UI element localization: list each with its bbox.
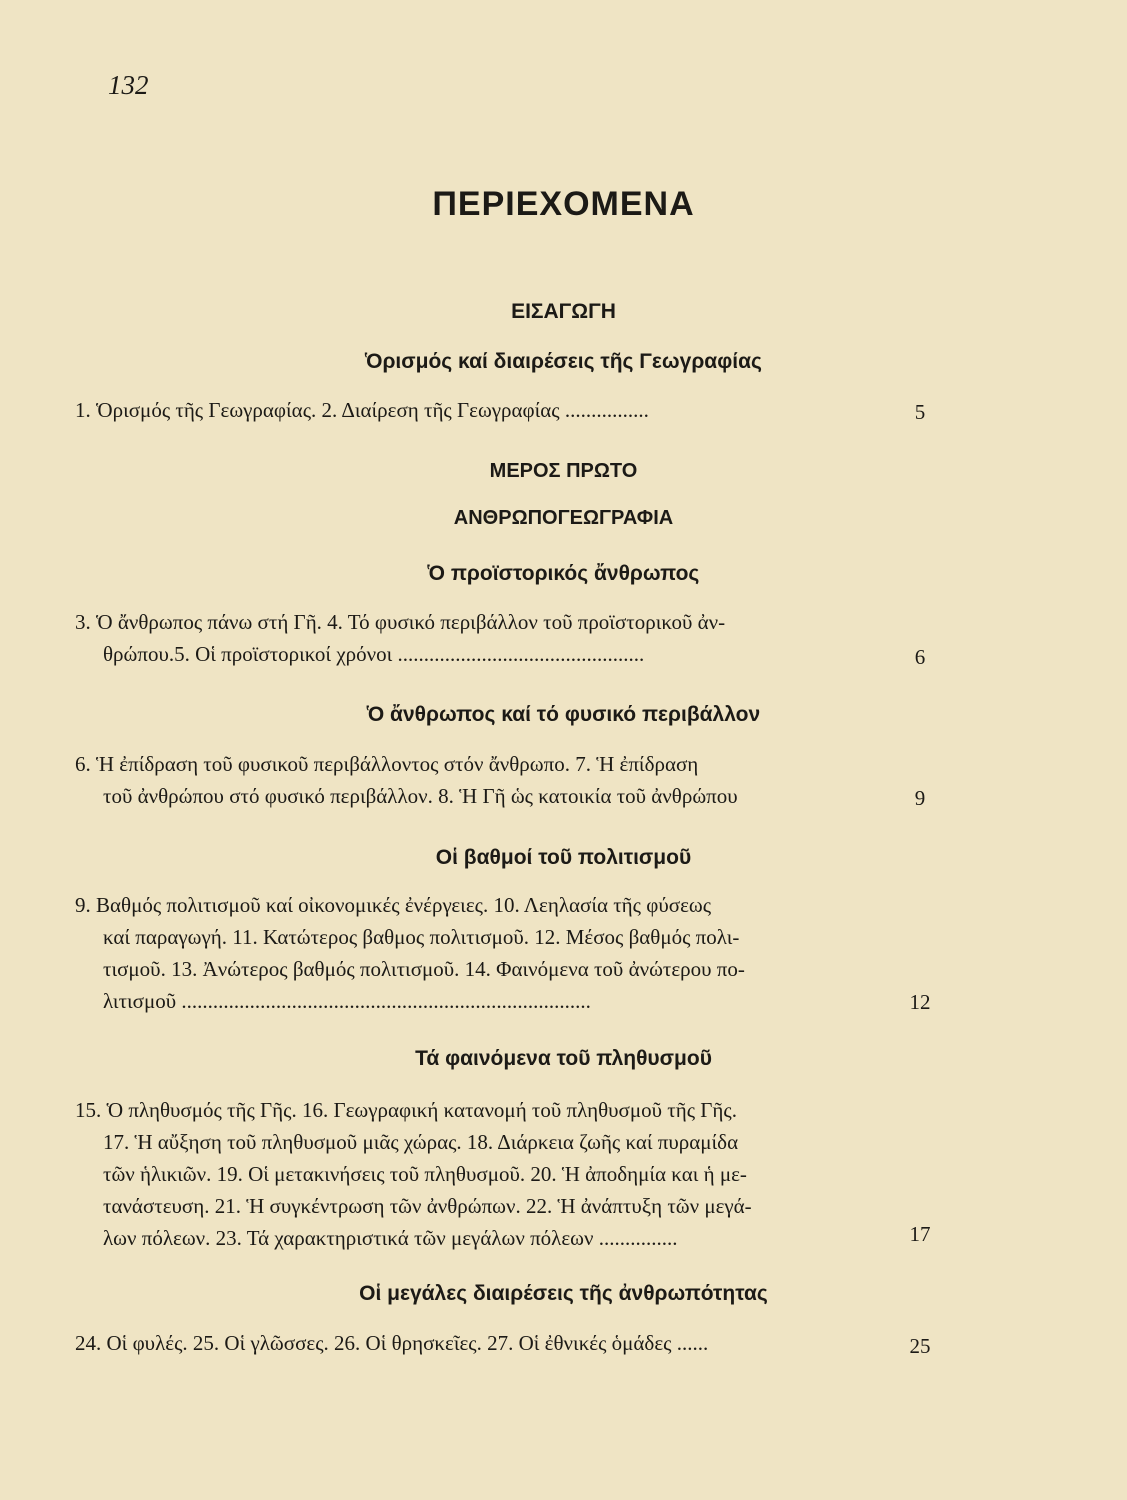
toc-line: τισμοῦ. 13. Ἀνώτερος βαθμός πολιτισμοῦ. 14. Φαινόμενα τοῦ ἀνώτερου πο- — [103, 957, 745, 981]
toc-line: 6. Ἡ ἐπίδραση τοῦ φυσικοῦ περιβάλλοντος στόν ἄνθρωπο. 7. Ἡ ἐπίδραση — [75, 752, 699, 776]
page-number: 132 — [108, 70, 149, 100]
toc-line: τῶν ἡλικιῶν. 19. Οἱ μετακινήσεις τοῦ πληθυσμοῦ. 20. Ἡ ἀποδημία και ἡ με- — [103, 1162, 747, 1186]
toc-line: 17. Ἡ αὔξηση τοῦ πληθυσμοῦ μιᾶς χώρας. 18. Διάρκεια ζωῆς καί πυραμίδα — [103, 1130, 739, 1154]
toc-entry-population — [75, 1094, 875, 1254]
toc-line: τανάστευση. 21. Ἡ συγκέντρωση τῶν ἀνθρώπων. 22. Ἡ ἀνάπτυξη τῶν μεγά- — [103, 1194, 752, 1218]
toc-entry-divisions — [75, 1327, 875, 1359]
toc-line: λων πόλεων. 23. Τά χαρακτηριστικά τῶν μεγάλων πόλεων ............... — [103, 1226, 678, 1250]
toc-line: 9. Βαθμός πολιτισμοῦ καί οἰκονομικές ἐνέργειες. 10. Λεηλασία τῆς φύσεως — [75, 893, 712, 917]
contents-title: ΠΕΡΙΕΧΟΜΕΝΑ — [432, 185, 695, 223]
toc-entry-civilization — [75, 889, 875, 1017]
section-heading-prehistoric: Ὁ προϊστορικός ἄνθρωπος — [427, 562, 700, 585]
toc-entry-definition — [75, 394, 875, 426]
toc-page-number: 17 — [909, 1222, 931, 1246]
toc-page-number: 5 — [914, 400, 926, 424]
toc-line: θρώπου.5. Οἱ προϊστορικοί χρόνοι ............................................... — [103, 642, 645, 666]
toc-line: λιτισμοῦ .............................................................................. — [103, 989, 591, 1013]
toc-line: 15. Ὁ πληθυσμός τῆς Γῆς. 16. Γεωγραφική κατανομή τοῦ πληθυσμοῦ τῆς Γῆς. — [75, 1098, 737, 1122]
section-heading-environment: Ὁ ἄνθρωπος καί τό φυσικό περιβάλλον — [366, 703, 761, 726]
section-heading-divisions: Οἱ μεγάλες διαιρέσεις τῆς ἀνθρωπότητας — [359, 1282, 768, 1305]
intro-heading: ΕΙΣΑΓΩΓΗ — [511, 300, 616, 323]
part-heading: ΜΕΡΟΣ ΠΡΩΤΟ — [489, 460, 638, 482]
section-heading-population: Τά φαινόμενα τοῦ πληθυσμοῦ — [415, 1047, 712, 1070]
toc-entry-prehistoric — [75, 606, 875, 670]
toc-entry-environment — [75, 748, 875, 812]
toc-line: 24. Οἱ φυλές. 25. Οἱ γλῶσσες. 26. Οἱ θρησκεῖες. 27. Οἱ ἐθνικές ὁμάδες ...... — [75, 1331, 709, 1355]
toc-line: καί παραγωγή. 11. Κατώτερος βαθμος πολιτισμοῦ. 12. Μέσος βαθμός πολι- — [103, 925, 740, 949]
section-heading-definition: Ὁρισμός καί διαιρέσεις τῆς Γεωγραφίας — [365, 350, 762, 373]
toc-line: 3. Ὁ ἄνθρωπος πάνω στή Γῆ. 4. Τό φυσικό περιβάλλον τοῦ προϊστορικοῦ ἀν- — [75, 610, 726, 634]
toc-page-number: 9 — [914, 786, 926, 810]
section-heading-civilization: Οἱ βαθμοί τοῦ πολιτισμοῦ — [435, 846, 692, 869]
toc-page-number: 6 — [914, 645, 926, 669]
toc-line: 1. Ὁρισμός τῆς Γεωγραφίας. 2. Διαίρεση τῆς Γεωγραφίας ................ — [75, 398, 649, 422]
toc-line: τοῦ ἀνθρώπου στό φυσικό περιβάλλον. 8. Ἡ Γῆ ὡς κατοικία τοῦ ἀνθρώπου — [103, 784, 738, 808]
part-subheading: ΑΝΘΡΩΠΟΓΕΩΓΡΑΦΙΑ — [453, 507, 674, 529]
toc-page-number: 25 — [909, 1334, 931, 1358]
toc-page-number: 12 — [909, 990, 931, 1014]
